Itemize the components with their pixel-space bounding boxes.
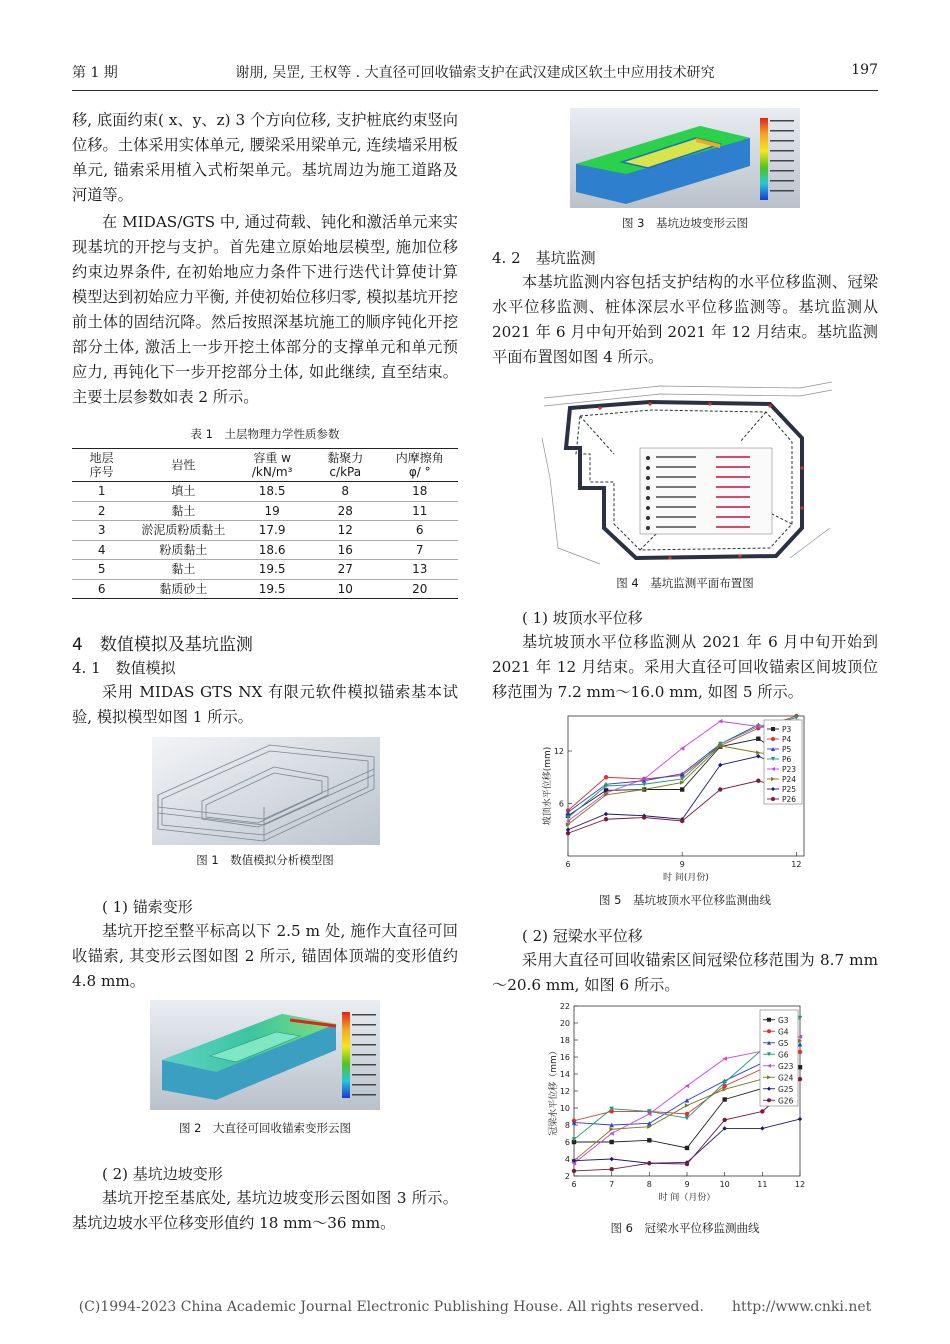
figure-4-monitoring-layout-plan <box>540 378 836 568</box>
y-tick-label: 20 <box>559 1019 570 1028</box>
cell-lithology: 填土 <box>131 482 235 502</box>
cell-friction-angle: 18 <box>381 482 458 502</box>
subsection-crown-beam-displacement: ( 2) 冠梁水平位移 <box>522 927 643 945</box>
x-tick-label: 10 <box>719 1180 730 1189</box>
data-point <box>685 1112 689 1116</box>
x-tick-label: 12 <box>791 860 802 869</box>
x-axis-label: 时 间（月份） <box>658 1193 716 1203</box>
soil-parameter-table <box>72 448 458 599</box>
para-constraints: 移, 底面约束( x、y、z) 3 个方向位移, 支护桩底约束竖向位移。土体采用实体单元, 腰梁采用梁单元, 连续墙采用板单元, 锚索采用植入式桁架单元。基坑周边为施工道路及河道等。 <box>72 111 458 204</box>
cell-lithology: 黏质砂土 <box>131 579 235 599</box>
section-4-2-heading: 4. 2 基坑监测 <box>492 249 596 267</box>
figure-4-caption: 图 4 基坑监测平面布置图 <box>616 576 754 590</box>
cell-layer: 2 <box>72 501 131 521</box>
legend-label: P5 <box>782 745 792 754</box>
data-point <box>685 1146 689 1150</box>
legend-label: G26 <box>778 1096 794 1106</box>
y-tick-label: 6 <box>564 1138 570 1147</box>
figure-2-caption: 图 2 大直径可回收锚索变形云图 <box>179 1121 351 1135</box>
data-point <box>756 737 760 741</box>
x-tick-label: 9 <box>679 860 685 869</box>
table-caption: 表 1 土层物理力学性质参数 <box>190 427 340 441</box>
para-slope-deformation: 基坑开挖至基底处, 基坑边坡变形云图如图 3 所示。基坑边坡水平位移变形值约 18 mm～36 mm。 <box>72 1189 458 1232</box>
y-tick-label: 4 <box>564 1155 570 1164</box>
x-tick-label: 7 <box>609 1180 615 1189</box>
legend-label: P26 <box>782 795 797 804</box>
cell-unit-weight: 17.9 <box>235 521 309 541</box>
x-axis-label: 时 间(月份) <box>663 873 709 883</box>
y-tick-label: 22 <box>559 1002 570 1011</box>
cell-lithology: 黏土 <box>131 501 235 521</box>
cell-friction-angle: 13 <box>381 560 458 580</box>
subsection-slope-deformation: ( 2) 基坑边坡变形 <box>102 1165 223 1183</box>
cell-cohesion: 28 <box>309 501 381 521</box>
figure-3-slope-contour <box>570 108 800 208</box>
table-row <box>72 482 458 502</box>
cell-unit-weight: 18.6 <box>235 540 309 560</box>
y-tick-label: 14 <box>559 1070 570 1079</box>
legend-label: G25 <box>778 1084 794 1094</box>
subsection-anchor-deformation: ( 1) 锚索变形 <box>102 898 193 916</box>
y-axis-label: 坡顶水平位移(mm) <box>543 746 553 826</box>
cell-lithology: 淤泥质粉质黏土 <box>131 521 235 541</box>
data-point <box>798 1050 802 1054</box>
figure-6-caption: 图 6 冠梁水平位移监测曲线 <box>610 1221 760 1235</box>
cell-lithology: 黏土 <box>131 560 235 580</box>
legend-label: G4 <box>778 1027 789 1037</box>
y-tick-label: 2 <box>564 1172 570 1181</box>
cell-cohesion: 16 <box>309 540 381 560</box>
legend-label: G3 <box>778 1015 789 1025</box>
legend-label: P4 <box>782 735 792 744</box>
x-tick-label: 8 <box>646 1180 652 1189</box>
cell-layer: 6 <box>72 579 131 599</box>
cell-unit-weight: 18.5 <box>235 482 309 502</box>
data-point <box>609 1140 613 1144</box>
legend-marker <box>771 737 775 741</box>
x-tick-label: 9 <box>684 1180 690 1189</box>
data-point <box>604 775 608 779</box>
cell-cohesion: 27 <box>309 560 381 580</box>
data-point <box>566 831 570 835</box>
data-point <box>604 817 608 821</box>
table-row <box>72 521 458 541</box>
figure-6-crown-beam-displacement-chart <box>534 1000 824 1210</box>
figure-5-slope-top-displacement-chart <box>540 712 830 888</box>
chart-legend <box>764 720 802 804</box>
section-4-1-heading: 4. 1 数值模拟 <box>72 659 176 677</box>
y-axis-label: 冠梁水平位移（mm） <box>549 1046 559 1136</box>
legend-label: P24 <box>782 775 797 784</box>
data-point <box>722 1118 726 1122</box>
header-title: 谢朋, 吴罡, 王权等 . 大直径可回收锚索支护在武汉建成区软土中应用技术研究 <box>235 65 715 81</box>
cell-layer: 1 <box>72 482 131 502</box>
data-point <box>718 787 722 791</box>
figure-1-caption: 图 1 数值模拟分析模型图 <box>196 853 334 867</box>
data-point <box>680 819 684 823</box>
y-tick-label: 18 <box>559 1036 570 1045</box>
cell-unit-weight: 19.5 <box>235 579 309 599</box>
cell-friction-angle: 6 <box>381 521 458 541</box>
figure-3-caption: 图 3 基坑边坡变形云图 <box>622 216 748 230</box>
legend-marker <box>767 1018 771 1022</box>
legend-box <box>640 448 772 534</box>
cell-unit-weight: 19 <box>235 501 309 521</box>
data-point <box>609 1167 613 1171</box>
y-tick-label: 12 <box>559 1087 570 1096</box>
cell-friction-angle: 20 <box>381 579 458 599</box>
y-tick-label: 8 <box>564 1121 570 1130</box>
running-header <box>72 62 878 84</box>
para-monitoring-content: 本基坑监测内容包括支护结构的水平位移监测、冠梁水平位移监测、桩体深层水平位移监测等。基坑监测从 2021 年 6 月中旬开始到 2021 年 12 月结束。基坑监测平面布置图如图 4 所示。 <box>492 273 878 366</box>
figure-1-model-diagram <box>152 737 380 845</box>
cell-layer: 5 <box>72 560 131 580</box>
legend-label: P6 <box>782 755 792 764</box>
figure-5-caption: 图 5 基坑坡顶水平位移监测曲线 <box>599 893 771 907</box>
data-point <box>756 779 760 783</box>
cell-cohesion: 10 <box>309 579 381 599</box>
contour-legend-bar <box>342 1012 350 1098</box>
x-tick-label: 11 <box>757 1180 768 1189</box>
col-header-friction-angle: 内摩擦角 φ/ ° <box>381 449 458 482</box>
figure-2-anchor-contour <box>150 1000 380 1110</box>
header-page-number: 197 <box>851 62 878 78</box>
legend-label: G24 <box>778 1073 794 1083</box>
data-point <box>798 1077 802 1081</box>
section-4-heading: 4 数值模拟及基坑监测 <box>72 635 253 655</box>
data-point <box>722 1097 726 1101</box>
legend-marker <box>771 727 775 731</box>
legend-label: G5 <box>778 1038 789 1048</box>
cell-cohesion: 8 <box>309 482 381 502</box>
legend-label: G6 <box>778 1050 789 1060</box>
cell-friction-angle: 7 <box>381 540 458 560</box>
cell-unit-weight: 19.5 <box>235 560 309 580</box>
table-row <box>72 560 458 580</box>
y-tick-label: 12 <box>553 747 564 756</box>
x-tick-label: 12 <box>794 1180 806 1189</box>
table-row <box>72 501 458 521</box>
legend-marker <box>767 1098 771 1102</box>
legend-marker <box>771 797 775 801</box>
data-point <box>760 1109 764 1113</box>
legend-label: G23 <box>778 1061 794 1071</box>
data-point <box>647 1138 651 1142</box>
y-tick-label: 16 <box>559 1053 570 1062</box>
cell-cohesion: 12 <box>309 521 381 541</box>
cell-layer: 4 <box>72 540 131 560</box>
y-tick-label: 6 <box>558 799 564 809</box>
cell-friction-angle: 11 <box>381 501 458 521</box>
data-point <box>642 815 646 819</box>
table-row <box>72 540 458 560</box>
legend-label: P3 <box>782 725 792 734</box>
col-header-lithology: 岩性 <box>131 449 235 482</box>
para-anchor-deformation: 基坑开挖至整平标高以下 2.5 m 处, 施作大直径可回收锚索, 其变形云图如图 2 所示, 锚固体顶端的变形值约 4.8 mm。 <box>72 922 458 990</box>
copyright-footer: (C)1994-2023 China Academic Journal Electronic Publishing House. All rights reserved. http://www.cnki.net <box>78 1299 872 1315</box>
col-header-cohesion: 黏聚力 c/kPa <box>309 449 381 482</box>
data-point <box>798 1065 802 1069</box>
header-rule <box>72 90 878 91</box>
x-tick-label: 6 <box>571 1180 577 1189</box>
data-point <box>647 1161 651 1165</box>
cell-lithology: 粉质黏土 <box>131 540 235 560</box>
y-tick-label: 10 <box>559 1104 570 1113</box>
x-tick-label: 6 <box>565 860 571 869</box>
contour-legend-bar <box>760 118 768 200</box>
data-point <box>572 1169 576 1173</box>
legend-marker <box>767 1029 771 1033</box>
col-header-layer: 地层 序号 <box>72 449 131 482</box>
col-header-unit-weight: 容重 w /kN/m³ <box>235 449 309 482</box>
legend-label: P23 <box>782 765 797 774</box>
cell-layer: 3 <box>72 521 131 541</box>
header-issue: 第 1 期 <box>72 65 118 81</box>
subsection-slope-top-displacement: ( 1) 坡顶水平位移 <box>522 609 643 627</box>
chart-legend <box>760 1010 798 1106</box>
table-row <box>72 579 458 599</box>
para-crown-beam-displacement: 采用大直径可回收锚索区间冠梁位移范围为 8.7 mm～20.6 mm, 如图 6 所示。 <box>492 951 878 994</box>
para-midas-process: 在 MIDAS/GTS 中, 通过荷载、钝化和激活单元来实现基坑的开挖与支护。首先建立原始地层模型, 施加位移约束边界条件, 在初始地应力条件下进行迭代计算使计算模型达到初始应力平衡, 并使初始位移归零, 模拟基坑开挖前土体的固结沉降。然后按照深基坑施工的顺序钝化开挖部分土体, 激活上一步开挖土体部分的支撑单元和单元预应力, 再钝化下一步开挖部分土体, 如此继续, 直至结束。主要土层参数如表 2 所示。 <box>72 213 458 406</box>
data-point <box>685 1162 689 1166</box>
legend-label: P25 <box>782 785 797 794</box>
para-slope-top-displacement: 基坑坡顶水平位移监测从 2021 年 6 月中旬开始到 2021 年 12 月结束。采用大直径可回收锚索区间坡顶位移范围为 7.2 mm～16.0 mm, 如图 5 所示。 <box>492 633 878 701</box>
para-model-intro: 采用 MIDAS GTS NX 有限元软件模拟锚索基本试验, 模拟模型如图 1 所示。 <box>72 683 458 726</box>
data-point <box>680 787 684 791</box>
